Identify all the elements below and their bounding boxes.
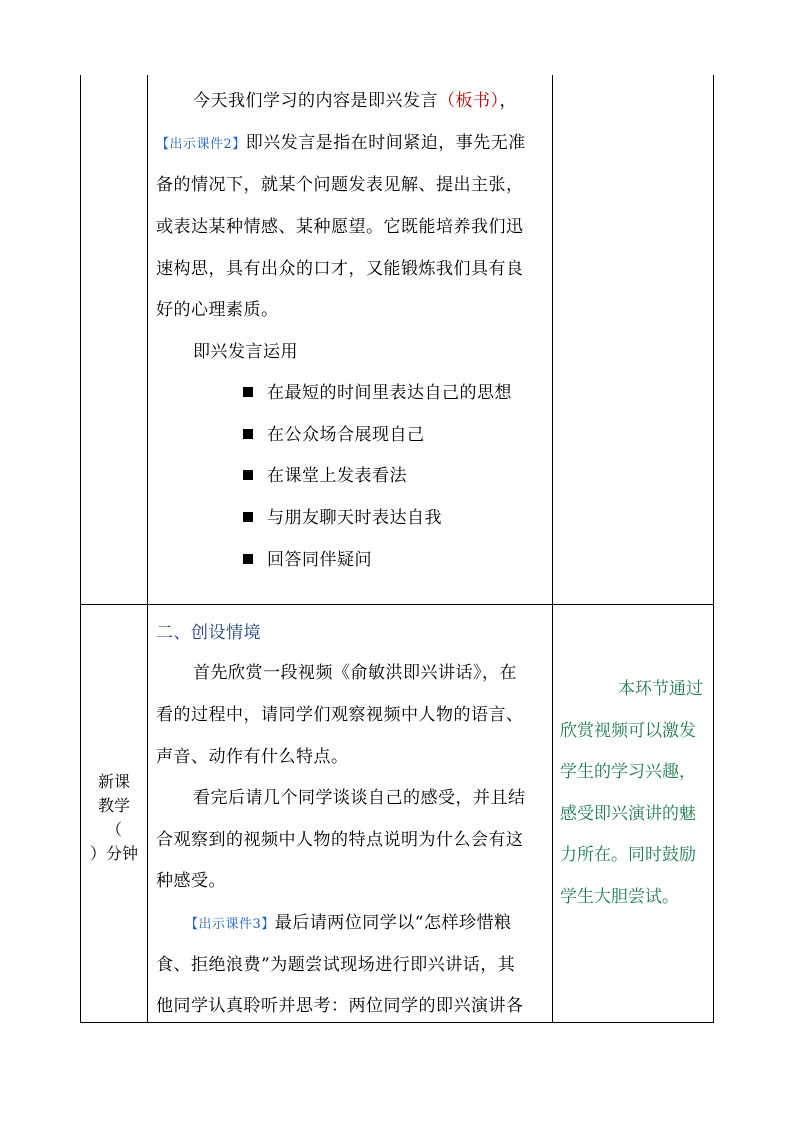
scenario-text-7: 最后请两位同学以“怎样珍惜粮 [274, 913, 512, 933]
board-note: （板书） [438, 91, 500, 111]
paragraph-lesson-intro [193, 86, 517, 111]
section-label: 新课 教学 （ ）分钟 [89, 772, 138, 863]
bullet-item: 在公众场合展现自己 [243, 420, 425, 445]
definition-text-2: 备的情况下，就某个问题发表见解、提出主张， [156, 175, 524, 195]
scenario-text-2: 看的过程中，请同学们观察视频中人物的语言、 [156, 705, 524, 725]
definition-text-4: 速构思，具有出众的口才，又能锻炼我们具有良 [156, 259, 524, 279]
square-bullet-icon [243, 470, 253, 480]
table-border-col1 [147, 75, 148, 1023]
scenario-text-9: 他同学认真聆听并思考：两位同学的即兴演讲各 [156, 996, 524, 1016]
scenario-text-6: 种感受。 [156, 871, 226, 891]
table-border-bottom [80, 1022, 714, 1023]
intro-comma: ， [499, 91, 517, 111]
scenario-text-8: 食、拒绝浪费”为题尝试现场进行即兴讲话，其 [156, 955, 516, 975]
scenario-text-5: 合观察到的视频中人物的特点说明为什么会有这 [156, 830, 524, 850]
scenario-text-3: 声音、动作有什么特点。 [156, 747, 349, 767]
definition-text-3: 或表达某种情感、某种愿望。它既能培养我们迅 [156, 217, 524, 237]
bullet-item: 在最短的时间里表达自己的思想 [243, 378, 512, 403]
bullet-item: 回答同伴疑问 [243, 545, 372, 570]
section-heading: 二、创设情境 [156, 623, 261, 643]
square-bullet-icon [243, 512, 253, 522]
scenario-paragraph-3 [185, 908, 511, 933]
bullet-item: 在课堂上发表看法 [243, 461, 407, 486]
design-note: 本环节通过 欣赏视频可以激发 学生的学习兴趣， 感受即兴演讲的魅 力所在。同时鼓励 学生大胆尝试。 [560, 679, 703, 907]
paragraph-definition-line-1 [156, 128, 526, 153]
table-border-col2 [552, 75, 553, 1023]
table-border-left [80, 75, 81, 1023]
courseware-tag-3: 【出示课件3】 [185, 917, 275, 932]
definition-text-5: 好的心理素质。 [156, 300, 279, 320]
scenario-text-4: 看完后请几个同学谈谈自己的感受，并且结 [193, 788, 526, 808]
square-bullet-icon [243, 429, 253, 439]
intro-text: 今天我们学习的内容是即兴发言 [193, 91, 438, 111]
square-bullet-icon [243, 554, 253, 564]
usage-title: 即兴发言运用 [193, 342, 298, 362]
definition-text-1: 即兴发言是指在时间紧迫，事先无准 [245, 133, 526, 153]
square-bullet-icon [243, 387, 253, 397]
courseware-tag-2: 【出示课件2】 [156, 137, 246, 152]
table-row-divider [80, 604, 714, 605]
bullet-item: 与朋友聊天时表达自我 [243, 503, 442, 528]
scenario-text-1: 首先欣赏一段视频《俞敏洪即兴讲话》，在 [193, 663, 517, 683]
